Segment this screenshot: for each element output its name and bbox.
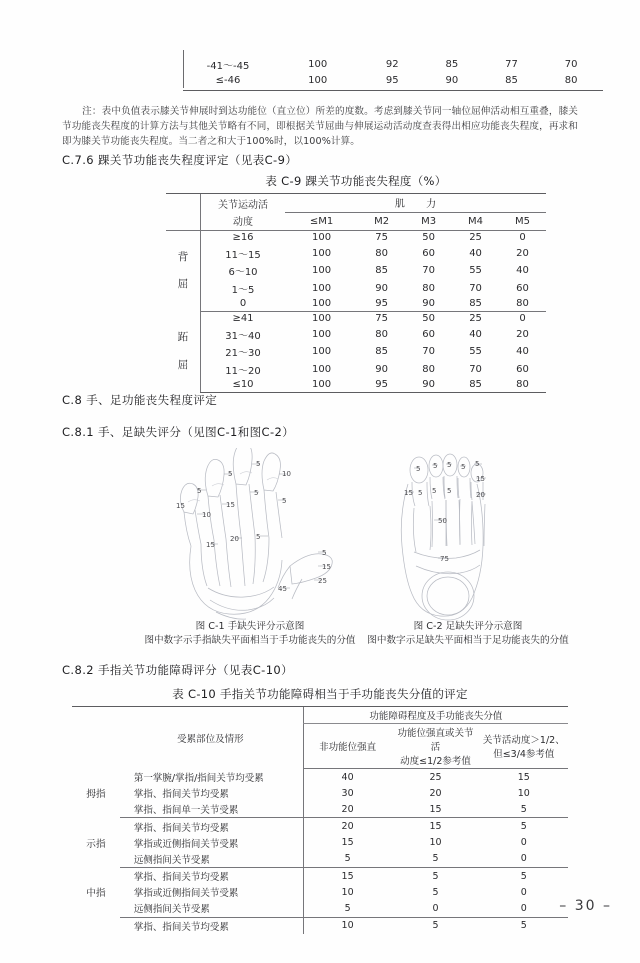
cell: 95	[358, 378, 405, 392]
group-label-middle-finger: 中指	[86, 888, 106, 900]
cell: 100	[312, 363, 332, 375]
group-label-dorsiflexion	[166, 230, 201, 311]
row-description: 掌指、指间关节均受累	[133, 789, 229, 801]
foot-label: 50	[438, 517, 447, 525]
hand-label: 25	[318, 577, 327, 585]
hand-label: 15	[206, 541, 215, 549]
range-cell: ≤10	[201, 378, 286, 392]
foot-label: 15	[404, 489, 413, 497]
section-heading-c81: C.8.1 手、足缺失评分（见图C-1和图C-2）	[62, 425, 295, 439]
cell: 85	[452, 378, 499, 392]
hand-label: 5	[322, 549, 327, 557]
table-row	[166, 311, 546, 325]
foot-label: 75	[440, 555, 449, 563]
subcol-line: 动度≤1/2参考值	[400, 756, 471, 768]
cell: 50	[422, 312, 435, 324]
table-row	[72, 818, 568, 835]
cell: 95	[358, 297, 405, 311]
cell: 75	[375, 312, 389, 324]
foot-label: 5	[447, 487, 452, 495]
cell: 5	[520, 920, 527, 932]
hand-label: 5	[256, 460, 261, 468]
hand-label: 45	[278, 585, 287, 593]
spacer-cell	[72, 707, 120, 724]
caption-line: 图 C-2 足缺失评分示意图	[413, 621, 523, 632]
header-muscle: 肌 力	[285, 194, 546, 213]
cell: 100	[312, 346, 332, 358]
table-row	[72, 801, 568, 818]
cell: 0	[519, 312, 526, 324]
hand-label: 5	[254, 489, 259, 497]
cell: 5	[391, 851, 479, 868]
header-subcol-3	[480, 724, 568, 769]
cell: 70	[422, 265, 435, 277]
range-cell: 11～15	[201, 244, 286, 262]
table-row	[72, 835, 568, 851]
header-subcol-2	[391, 724, 479, 769]
header-m1: ≤M1	[285, 212, 358, 230]
range-cell: ≥16	[201, 230, 286, 244]
hand-label: 15	[322, 563, 331, 571]
cell: 80	[375, 328, 389, 340]
row-description: 远侧指间关节受累	[120, 851, 303, 868]
group-label-char: 背	[177, 250, 189, 263]
hand-label: 10	[202, 511, 211, 519]
cell: 80	[375, 247, 389, 259]
fragment-table	[183, 56, 601, 88]
range-cell: 0	[201, 297, 286, 311]
cell: 20	[516, 247, 529, 259]
cell: 40	[303, 769, 391, 785]
cell: 15	[303, 835, 391, 851]
cell: 5	[520, 821, 527, 833]
cell: 40	[516, 265, 529, 277]
cell: 70	[469, 363, 482, 375]
cell: 30	[303, 785, 391, 801]
group-label-thumb: 拇指	[86, 789, 106, 801]
cell: 10	[303, 884, 391, 900]
cell: 15	[517, 771, 530, 783]
spacer-cell	[72, 724, 120, 769]
table-c10-title: 表 C-10 手指关节功能障碍相当于手功能丧失分值的评定	[172, 687, 468, 701]
row-description: 掌指、指间单一关节受累	[120, 801, 303, 818]
header-impairment-group: 功能障碍程度及手功能丧失分值	[303, 707, 568, 724]
cell: 55	[469, 346, 482, 358]
row-description: 掌指、指间关节均受累	[133, 872, 229, 884]
cell: 0	[391, 900, 479, 917]
table-row	[72, 884, 568, 900]
header-m3: M3	[405, 212, 452, 230]
header-motion-2: 动度	[201, 212, 286, 230]
caption-line: 图 C-1 手缺失评分示意图	[195, 621, 305, 632]
hand-illustration	[150, 448, 350, 628]
table-c9-grid	[166, 193, 546, 393]
header-motion: 关节运动活	[201, 194, 286, 213]
foot-label: 5	[475, 460, 480, 468]
row-description: 第一掌腕/掌指/指间关节均受累	[133, 772, 264, 784]
table-c10	[72, 706, 568, 934]
subcol-line: 非功能位强直	[319, 742, 377, 754]
cell: 80	[564, 75, 578, 86]
cell: 75	[375, 231, 389, 243]
spacer-cell	[166, 212, 201, 230]
cell: 20	[429, 787, 442, 799]
cell: 100	[312, 328, 332, 340]
cell: 90	[405, 378, 452, 392]
cell: 25	[469, 312, 482, 324]
cell: 5	[432, 920, 439, 932]
hand-label: 20	[230, 535, 239, 543]
table-row	[72, 917, 568, 934]
cell: 5	[520, 870, 527, 882]
cell: 60	[422, 247, 435, 259]
foot-label: 5	[461, 463, 466, 471]
cell: 90	[405, 297, 452, 311]
fragment-left-rule	[183, 50, 184, 88]
cell: 0	[519, 231, 526, 243]
cell: 100	[312, 282, 332, 294]
hand-label: 5	[256, 533, 261, 541]
foot-label: 5	[432, 487, 437, 495]
hand-label: 5	[228, 470, 233, 478]
group-label-index-finger: 示指	[86, 838, 106, 850]
cell: 85	[375, 346, 389, 358]
table-row	[72, 769, 568, 785]
table-row	[166, 279, 546, 297]
cell: 15	[429, 821, 442, 833]
table-row	[72, 900, 568, 917]
cell: 10	[303, 917, 391, 934]
page-number: – 30 –	[559, 898, 612, 914]
cell: 80	[499, 378, 546, 392]
figure-hand-diagram	[150, 448, 350, 628]
row-description: 掌指或近侧指间关节受累	[133, 838, 239, 850]
cell: 5	[432, 870, 439, 882]
figures-row	[0, 448, 640, 647]
range-cell: 31～40	[201, 325, 286, 343]
figure-foot-diagram	[370, 448, 540, 628]
row-description: 掌指、指间关节均受累	[133, 921, 229, 933]
range-cell: 11～20	[201, 360, 286, 378]
cell: 80	[422, 363, 435, 375]
group-label-char: 跖	[177, 331, 189, 344]
fragment-range: -41～-45	[206, 61, 250, 72]
cell: 90	[375, 363, 389, 375]
cell: 0	[520, 837, 527, 849]
header-m5: M5	[499, 212, 546, 230]
hand-label: 5	[197, 487, 202, 495]
cell: 100	[312, 265, 332, 277]
foot-label: 20	[476, 491, 485, 499]
hand-label: 5	[282, 497, 287, 505]
hand-label: 15	[176, 502, 185, 510]
range-cell: ≥41	[201, 311, 286, 325]
cell: 80	[422, 282, 435, 294]
caption-line: 图中数字示手指缺失平面相当于手功能丧失的分值	[144, 635, 356, 647]
group-label-char: 屈	[177, 277, 189, 290]
table-row	[166, 230, 546, 244]
range-cell: 6～10	[201, 262, 286, 280]
cell: 77	[505, 59, 518, 70]
subcol-line: 但≤3/4参考值	[493, 749, 555, 761]
cell: 85	[445, 59, 459, 70]
header-m4: M4	[452, 212, 499, 230]
note-prefix: 注：	[82, 106, 102, 117]
cell: 70	[422, 346, 435, 358]
cell: 0	[520, 886, 527, 898]
row-description: 远侧指间关节受累	[120, 900, 303, 917]
cell: 5	[303, 900, 391, 917]
cell: 0	[480, 851, 568, 868]
spacer-cell	[166, 194, 201, 213]
table-row	[183, 74, 601, 88]
table-c9-title: 表 C-9 踝关节功能丧失程度（%）	[265, 174, 447, 188]
table-c10-grid	[72, 706, 568, 934]
table-header-row	[166, 212, 546, 230]
cell: 100	[312, 312, 332, 324]
cell: 50	[422, 231, 435, 243]
cell: 85	[505, 75, 518, 86]
cell: 20	[303, 801, 391, 818]
header-site: 受累部位及情形	[120, 707, 303, 769]
section-heading-c76: C.7.6 踝关节功能丧失程度评定（见表C-9）	[62, 153, 298, 167]
header-subcol-1	[303, 724, 391, 769]
table-fragment-continued	[183, 56, 601, 88]
table-row	[166, 325, 546, 343]
cell: 40	[469, 247, 482, 259]
table-header-row	[166, 194, 546, 213]
cell: 90	[445, 75, 459, 86]
group-label-plantarflexion	[166, 311, 201, 392]
table-row	[166, 297, 546, 311]
cell: 40	[516, 346, 529, 358]
cell: 5	[480, 801, 568, 818]
cell: 100	[285, 378, 358, 392]
cell: 25	[429, 771, 442, 783]
figure-foot-caption	[318, 620, 618, 649]
header-m2: M2	[358, 212, 405, 230]
table-header-row	[72, 707, 568, 724]
cell: 15	[303, 868, 391, 885]
cell: 20	[516, 328, 529, 340]
row-description: 掌指、指间关节均受累	[133, 822, 229, 834]
subcol-line: 关节活动度＞1/2、	[482, 735, 565, 747]
table-row	[183, 56, 601, 74]
cell: 10	[517, 787, 530, 799]
foot-label: 5	[433, 462, 438, 470]
cell: 55	[469, 265, 482, 277]
foot-label: 5	[447, 461, 452, 469]
fragment-bottom-rule	[183, 90, 603, 91]
cell: 70	[564, 59, 578, 70]
table-c9	[166, 193, 546, 393]
cell: 40	[469, 328, 482, 340]
section-heading-c82: C.8.2 手指关节功能障碍评分（见表C-10）	[62, 663, 294, 677]
cell: 15	[391, 801, 479, 818]
group-label-continued	[72, 917, 120, 934]
cell: 0	[480, 900, 568, 917]
table-row	[72, 851, 568, 868]
foot-label: 5	[418, 489, 423, 497]
cell: 100	[308, 75, 328, 86]
cell: 10	[429, 837, 442, 849]
subcol-line: 功能位强直或关节活	[397, 728, 474, 754]
cell: 25	[469, 231, 482, 243]
table-row	[166, 343, 546, 361]
cell: 100	[312, 247, 332, 259]
foot-illustration	[370, 448, 540, 628]
cell: 60	[516, 363, 529, 375]
cell: 85	[452, 297, 499, 311]
hand-label: 10	[282, 470, 291, 478]
foot-label: 15	[476, 475, 485, 483]
cell: 95	[385, 75, 399, 86]
cell: 60	[422, 328, 435, 340]
table-row	[72, 785, 568, 801]
fragment-range: ≤-46	[215, 75, 241, 86]
cell: 80	[499, 297, 546, 311]
table-row	[166, 262, 546, 280]
cell: 60	[516, 282, 529, 294]
cell: 20	[303, 818, 391, 835]
group-label-char: 屈	[177, 358, 189, 371]
note-text: 表中负值表示膝关节伸展时到达功能位（直立位）所差的度数。考虑到膝关节同一轴位屈伸活动相互重叠，膝关节功能丧失程度的计算方法与其他关节略有不同，即根据关节屈曲与伸展运动活动度查表得出相应功能丧失程度，再求和即为膝关节功能丧失程度。当二者之和大于100%时，以100%计算。	[62, 106, 579, 148]
table-row	[72, 868, 568, 885]
table-note	[62, 104, 578, 149]
row-description: 掌指或近侧指间关节受累	[133, 888, 239, 900]
section-heading-c8: C.8 手、足功能丧失程度评定	[62, 393, 218, 407]
cell: 5	[303, 851, 391, 868]
foot-label: 5	[416, 465, 421, 473]
range-cell: 1～5	[201, 279, 286, 297]
range-cell: 21～30	[201, 343, 286, 361]
table-row	[166, 378, 546, 392]
cell: 100	[285, 297, 358, 311]
cell: 100	[312, 231, 332, 243]
cell: 100	[308, 59, 328, 70]
table-row	[166, 244, 546, 262]
caption-line: 图中数字示足缺失平面相当于足功能丧失的分值	[367, 635, 569, 647]
cell: 90	[375, 282, 389, 294]
cell: 92	[385, 59, 399, 70]
table-row	[166, 360, 546, 378]
cell: 70	[469, 282, 482, 294]
cell: 85	[375, 265, 389, 277]
cell: 5	[432, 886, 439, 898]
hand-label: 15	[226, 501, 235, 509]
